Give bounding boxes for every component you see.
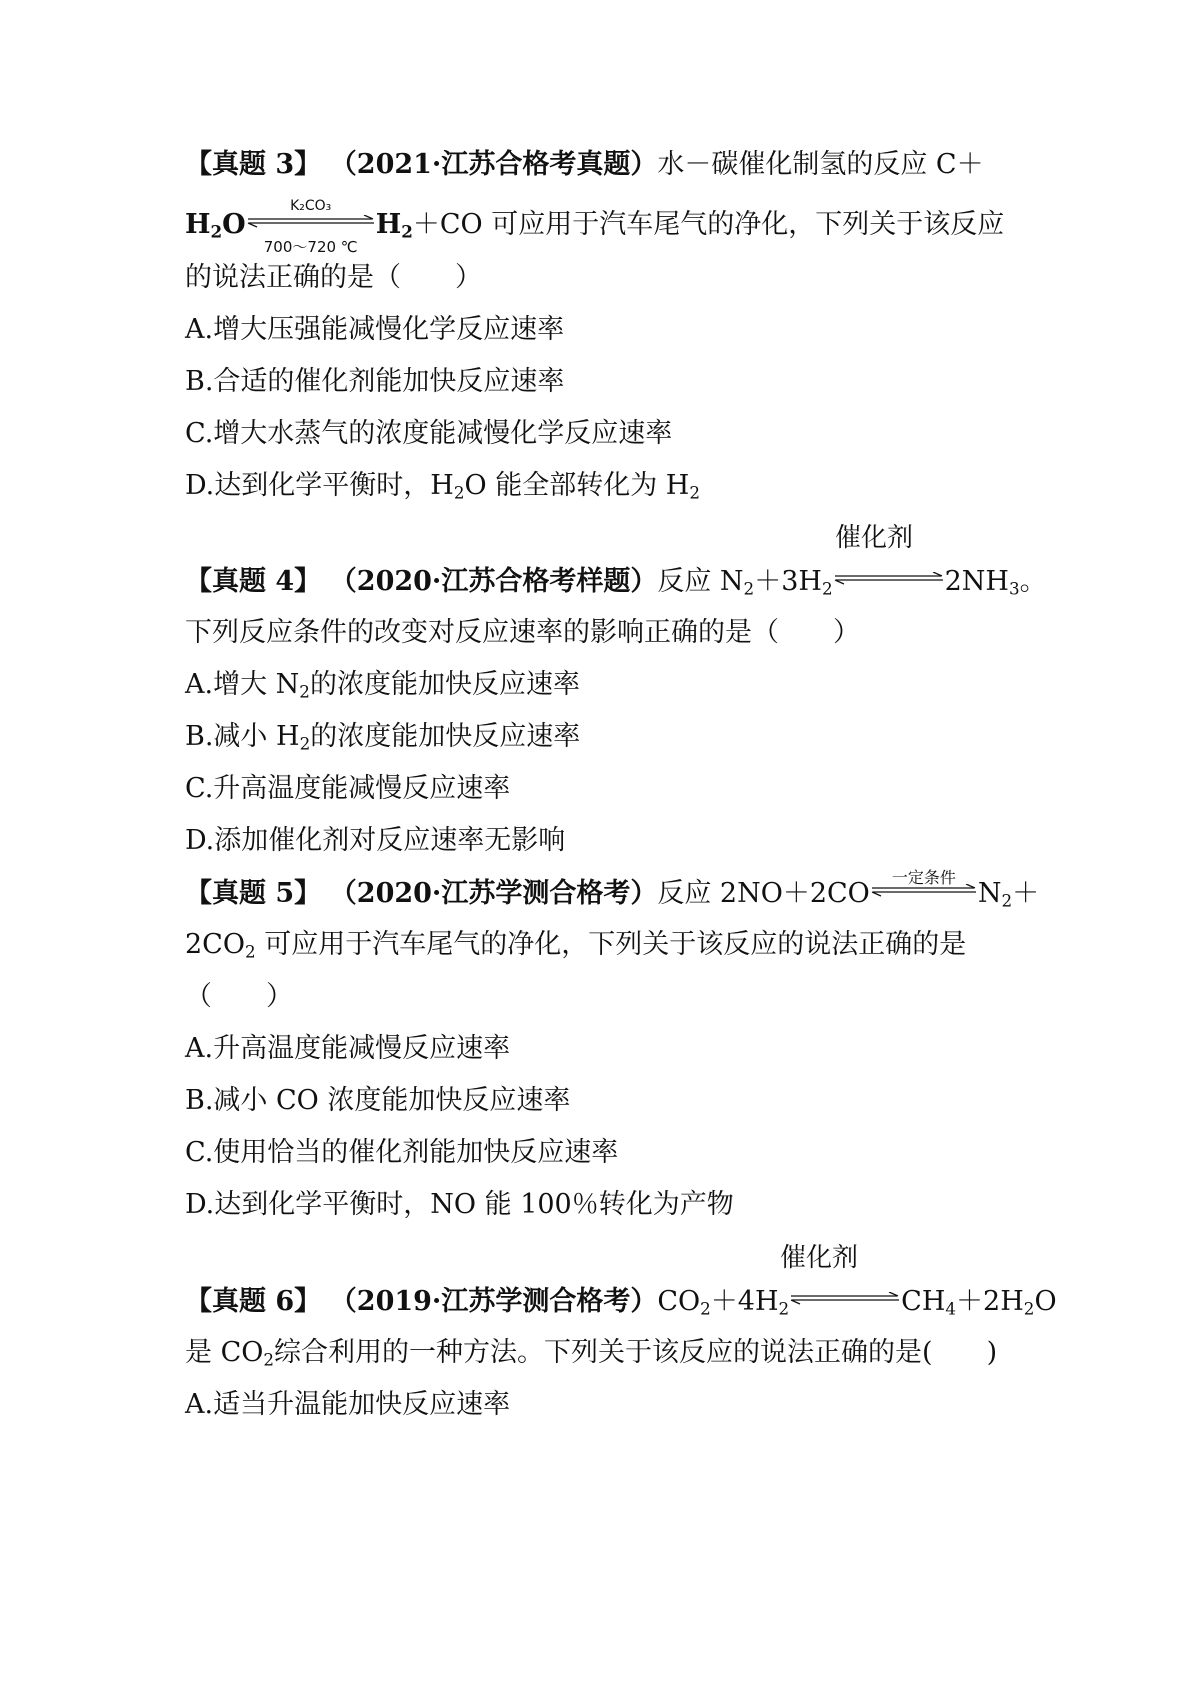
q3-line-3: 的说法正确的是（ ）: [185, 262, 482, 293]
q4-line-1: 【真题 4】 （2020·江苏合格考样题）反应 $N_2+3H_2$ $2NH_3$。: [185, 566, 1047, 599]
q3-option-b: B.合适的催化剂能加快反应速率: [185, 366, 565, 397]
q4-tag: 【真题 4】: [185, 566, 322, 597]
q6-option-a: A.适当升温能加快反应速率: [185, 1389, 511, 1420]
q3-option-a: A.增大压强能减慢化学反应速率: [185, 314, 565, 345]
q4-option-d: D.添加催化剂对反应速率无影响: [185, 825, 566, 856]
q6-equilibrium-arrow: [789, 1290, 901, 1310]
reversible-arrow-icon: [833, 572, 945, 586]
q3-tag: 【真题 3】: [185, 149, 322, 180]
q5-equilibrium-arrow: [870, 868, 978, 902]
q4-option-a: A.增大 $N_2$的浓度能加快反应速率: [185, 669, 580, 702]
q3-products-h2: $H_2$: [375, 209, 413, 242]
q5-arrow-top-label: 一定条件: [891, 868, 956, 887]
q3-option-c: C.增大水蒸气的浓度能减慢化学反应速率: [185, 418, 673, 449]
q5-tag: 【真题 5】: [185, 878, 322, 909]
reversible-arrow-icon: [789, 1292, 901, 1306]
q3-line-2: [185, 198, 1005, 256]
q5-line-3: （ ）: [185, 981, 293, 1012]
q3-option-d: D.达到化学平衡时，$H_2O$ 能全部转化为 $H_2$: [185, 470, 700, 503]
q6-tag: 【真题 6】: [185, 1286, 322, 1317]
q6-catalyst-label: 催化剂: [780, 1243, 859, 1273]
q5-source: （2020·江苏学测合格考）: [329, 878, 658, 909]
q6-line-2: 是 $CO_2$综合利用的一种方法。下列关于该反应的说法正确的是( ): [185, 1337, 998, 1370]
q5-line-1: 【真题 5】 （2020·江苏学测合格考）反应 2NO＋2CO 一定条件 $N_2+$: [185, 874, 1039, 914]
q3-h2o: $H_2O$: [185, 209, 246, 242]
q5-option-d: D.达到化学平衡时，NO 能 100％转化为产物: [185, 1189, 734, 1220]
q5-option-a: A.升高温度能减慢反应速率: [185, 1033, 511, 1064]
q4-catalyst-label: 催化剂: [835, 523, 914, 553]
q4-equilibrium-arrow: [833, 570, 945, 590]
q4-option-c: C.升高温度能减慢反应速率: [185, 773, 511, 804]
q3-arrow-bottom-label: 700～720 ℃: [263, 238, 358, 256]
q3-stem-a: 水－碳催化制氢的反应 C＋: [657, 149, 984, 180]
q4-line-2: 下列反应条件的改变对反应速率的影响正确的是（ ）: [185, 617, 860, 648]
q3-equilibrium-arrow: [246, 198, 376, 256]
q4-option-b: B.减小 $H_2$的浓度能加快反应速率: [185, 721, 581, 754]
q3-line-1: [185, 145, 984, 185]
q6-source: （2019·江苏学测合格考）: [329, 1286, 658, 1317]
q5-option-b: B.减小 CO 浓度能加快反应速率: [185, 1085, 571, 1116]
q3-products-rest: ＋CO 可应用于汽车尾气的净化，下列关于该反应: [412, 209, 1005, 240]
q3-source: （2021·江苏合格考真题）: [329, 149, 658, 180]
q5-option-c: C.使用恰当的催化剂能加快反应速率: [185, 1137, 619, 1168]
q5-line-2: $2CO_2$ 可应用于汽车尾气的净化，下列关于该反应的说法正确的是: [185, 929, 967, 962]
reversible-arrow-icon: [870, 884, 978, 898]
q3-arrow-top-label: K₂CO₃: [290, 198, 332, 214]
q6-line-1: 【真题 6】 （2019·江苏学测合格考）$CO_2+4H_2$ $CH_4+2H_2O$: [185, 1286, 1057, 1319]
q4-source: （2020·江苏合格考样题）: [329, 566, 658, 597]
